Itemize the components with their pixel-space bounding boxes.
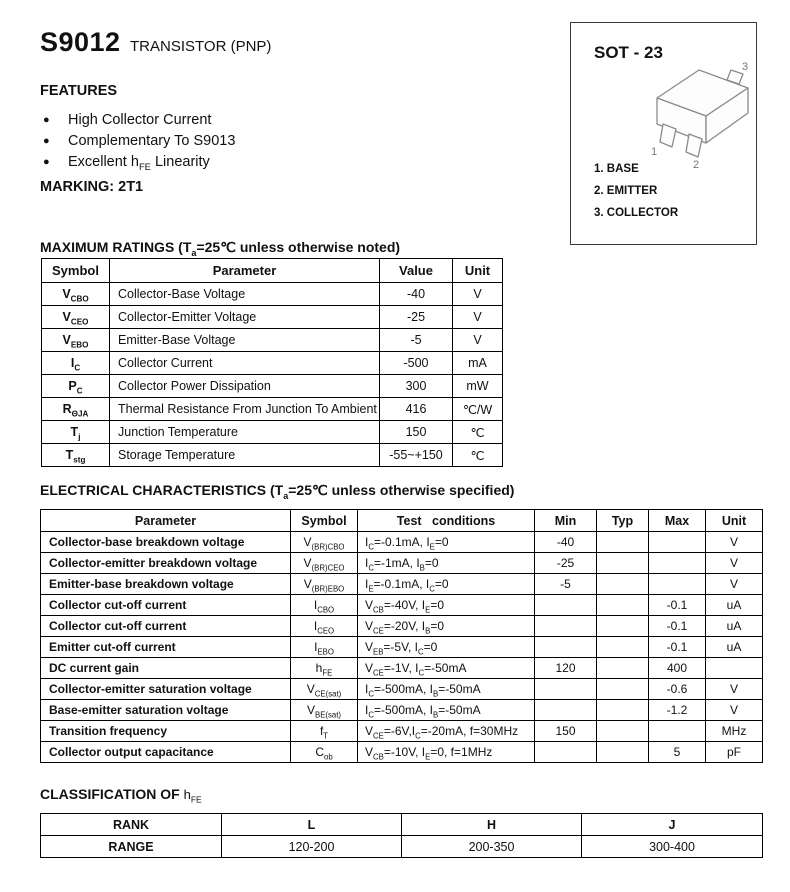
table-header-row [41,510,763,532]
typ-cell [597,637,649,658]
typ-cell [597,679,649,700]
column-header-value: Value [380,259,453,283]
test-conditions-cell: $I_C=-0.1mA$, $I_E=0$ [358,532,535,553]
column-header-max: Max [649,510,706,532]
table-row [41,679,763,700]
feature-list-item [40,151,360,172]
column-header-parameter: Parameter [110,259,380,283]
parameter-cell: Collector-emitter breakdown voltage [41,553,291,574]
min-cell [535,742,597,763]
typ-cell [597,700,649,721]
max-cell: -1.2 [649,700,706,721]
unit-cell: V [706,679,763,700]
page-title: S9012 [40,27,121,57]
rank-row [41,814,763,836]
symbol-cell: $I_{CBO}$ [291,595,358,616]
unit-cell: V [453,329,503,352]
column-header-unit: Unit [706,510,763,532]
test-conditions-cell: $V_{CE}=-6V,I_C=-20mA$, f=30MHz [358,721,535,742]
pin-3-number: 3 [742,61,749,73]
parameter-cell: Collector-Emitter Voltage [110,306,380,329]
table-row [42,306,503,329]
symbol-cell: $I_C$ [42,352,110,375]
parameter-cell: Base-emitter saturation voltage [41,700,291,721]
parameter-cell: Collector cut-off current [41,616,291,637]
table-row [42,352,503,375]
symbol-cell: $T_j$ [42,421,110,444]
test-conditions-cell: $V_{CE}=-1V$, $I_C=-50mA$ [358,658,535,679]
bullet-icon: ● [43,134,50,147]
table-row [41,595,763,616]
electrical-characteristics-heading: ELECTRICAL CHARACTERISTICS ($T_a=25℃$ unless otherwise specified) [40,482,515,501]
symbol-cell: $T_{stg}$ [42,444,110,467]
parameter-cell: Collector-Base Voltage [110,283,380,306]
table-row [41,658,763,679]
features-section [40,83,360,172]
max-cell [649,532,706,553]
typ-cell [597,595,649,616]
column-header-symbol: Symbol [291,510,358,532]
symbol-cell: $V_{CBO}$ [42,283,110,306]
typ-cell [597,742,649,763]
unit-cell: V [453,306,503,329]
pin-legend-item: 2. EMITTER [594,185,658,197]
pin-legend-item: 3. COLLECTOR [594,207,679,219]
value-cell: -55~+150 [380,444,453,467]
unit-cell: V [706,532,763,553]
unit-cell: mW [453,375,503,398]
value-cell: 416 [380,398,453,421]
pin-legend-item: 1. BASE [594,163,639,175]
unit-cell: V [706,574,763,595]
typ-cell [597,574,649,595]
unit-cell: ℃/W [453,398,503,421]
max-cell: -0.1 [649,637,706,658]
parameter-cell: Emitter-base breakdown voltage [41,574,291,595]
symbol-cell: $V_{CEO}$ [42,306,110,329]
typ-cell [597,532,649,553]
symbol-cell: $V_{(BR)CBO}$ [291,532,358,553]
table-row [41,616,763,637]
min-cell: -25 [535,553,597,574]
sot-23-package-drawing [651,61,751,169]
table-row [42,421,503,444]
min-cell: 150 [535,721,597,742]
table-row [42,283,503,306]
features-list [40,109,360,172]
parameter-cell: Storage Temperature [110,444,380,467]
max-cell: 400 [649,658,706,679]
max-cell: -0.1 [649,616,706,637]
column-header-unit: Unit [453,259,503,283]
features-heading: FEATURES [40,83,118,99]
range-cell: 200-350 [402,836,582,858]
test-conditions-cell: $V_{EB}=-5V$, $I_C=0$ [358,637,535,658]
feature-label: Excellent $h_{FE}$ Linearity [68,153,210,172]
parameter-cell: Collector Current [110,352,380,375]
bullet-icon: ● [43,155,50,168]
table-row [42,329,503,352]
classification-heading-symbol: $h_{FE}$ [183,787,202,805]
column-header-typ: Typ [597,510,649,532]
range-label-cell: RANGE [41,836,222,858]
unit-cell: V [453,283,503,306]
parameter-cell: Collector-emitter saturation voltage [41,679,291,700]
value-cell: -25 [380,306,453,329]
table-row [41,553,763,574]
value-cell: -5 [380,329,453,352]
symbol-cell: $R_{\Theta JA}$ [42,398,110,421]
value-cell: -40 [380,283,453,306]
test-conditions-cell: $V_{CB}=-10V$, $I_E=0$, f=1MHz [358,742,535,763]
marking-label: MARKING: 2T1 [40,179,144,195]
unit-cell: pF [706,742,763,763]
pin-legend [594,163,678,229]
table-row [42,375,503,398]
parameter-cell: Transition frequency [41,721,291,742]
test-conditions-cell: $I_E=-0.1mA$, $I_C=0$ [358,574,535,595]
min-cell [535,595,597,616]
rank-cell: J [582,814,763,836]
range-cell: 300-400 [582,836,763,858]
pin-1-number: 1 [651,146,658,158]
hfe-classification-table [40,813,763,858]
typ-cell [597,658,649,679]
min-cell [535,700,597,721]
rank-cell: L [222,814,402,836]
symbol-cell: $C_{ob}$ [291,742,358,763]
unit-cell [706,658,763,679]
feature-list-item [40,109,360,130]
value-cell: 150 [380,421,453,444]
parameter-cell: Emitter-Base Voltage [110,329,380,352]
table-row [42,398,503,421]
feature-list-item [40,130,360,151]
unit-cell: uA [706,616,763,637]
min-cell: -5 [535,574,597,595]
package-name: SOT - 23 [594,43,663,62]
unit-cell: MHz [706,721,763,742]
parameter-cell: Thermal Resistance From Junction To Ambient [110,398,380,421]
typ-cell [597,721,649,742]
test-conditions-cell: $V_{CB}=-40V$, $I_E=0$ [358,595,535,616]
typ-cell [597,616,649,637]
test-conditions-cell: $V_{CE}=-20V$, $I_B=0$ [358,616,535,637]
parameter-cell: Collector cut-off current [41,595,291,616]
parameter-cell: Collector output capacitance [41,742,291,763]
max-cell: -0.6 [649,679,706,700]
device-type-subtitle: TRANSISTOR (PNP) [130,38,272,55]
classification-heading-text: CLASSIFICATION OF [40,786,180,802]
pin-2-number: 2 [693,159,700,169]
max-cell [649,721,706,742]
electrical-characteristics-body [41,532,763,763]
parameter-cell: DC current gain [41,658,291,679]
parameter-cell: Collector Power Dissipation [110,375,380,398]
min-cell [535,637,597,658]
min-cell [535,616,597,637]
unit-cell: ℃ [453,444,503,467]
column-header-min: Min [535,510,597,532]
bullet-icon: ● [43,113,50,126]
symbol-cell: $V_{BE(sat)}$ [291,700,358,721]
unit-cell: uA [706,595,763,616]
symbol-cell: $V_{(BR)CEO}$ [291,553,358,574]
table-row [41,742,763,763]
min-cell [535,679,597,700]
table-row [41,532,763,553]
symbol-cell: $V_{(BR)EBO}$ [291,574,358,595]
symbol-cell: $I_{EBO}$ [291,637,358,658]
test-conditions-cell: $I_C=-500mA$, $I_B=-50mA$ [358,679,535,700]
rank-label-cell: RANK [41,814,222,836]
test-conditions-cell: $I_C=-1mA$, $I_B=0$ [358,553,535,574]
min-cell: 120 [535,658,597,679]
typ-cell [597,553,649,574]
electrical-characteristics-table [40,509,763,763]
rank-cell: H [402,814,582,836]
feature-label: Complementary To S9013 [68,132,236,149]
unit-cell: V [706,700,763,721]
table-row [41,637,763,658]
symbol-cell: $f_T$ [291,721,358,742]
maximum-ratings-table [41,258,503,467]
max-cell [649,553,706,574]
feature-label: High Collector Current [68,111,212,128]
maximum-ratings-body [42,283,503,467]
column-header-parameter: Parameter [41,510,291,532]
parameter-cell: Emitter cut-off current [41,637,291,658]
symbol-cell: $I_{CEO}$ [291,616,358,637]
table-row [41,574,763,595]
package-outline-box [570,22,757,245]
symbol-cell: $V_{CE(sat)}$ [291,679,358,700]
range-cell: 120-200 [222,836,402,858]
symbol-cell: $V_{EBO}$ [42,329,110,352]
test-conditions-cell: $I_C=-500mA$, $I_B=-50mA$ [358,700,535,721]
value-cell: -500 [380,352,453,375]
range-row [41,836,763,858]
value-cell: 300 [380,375,453,398]
column-header-test-conditions: Test conditions [358,510,535,532]
classification-heading [40,786,202,805]
parameter-cell: Collector-base breakdown voltage [41,532,291,553]
max-cell: 5 [649,742,706,763]
max-cell: -0.1 [649,595,706,616]
table-row [42,444,503,467]
parameter-cell: Junction Temperature [110,421,380,444]
min-cell: -40 [535,532,597,553]
table-header-row [42,259,503,283]
unit-cell: V [706,553,763,574]
max-cell [649,574,706,595]
table-row [41,721,763,742]
table-row [41,700,763,721]
column-header-symbol: Symbol [42,259,110,283]
unit-cell: mA [453,352,503,375]
unit-cell: uA [706,637,763,658]
unit-cell: ℃ [453,421,503,444]
symbol-cell: $h_{FE}$ [291,658,358,679]
maximum-ratings-heading: MAXIMUM RATINGS ($T_a=25℃$ unless otherwise noted) [40,239,401,258]
symbol-cell: $P_C$ [42,375,110,398]
